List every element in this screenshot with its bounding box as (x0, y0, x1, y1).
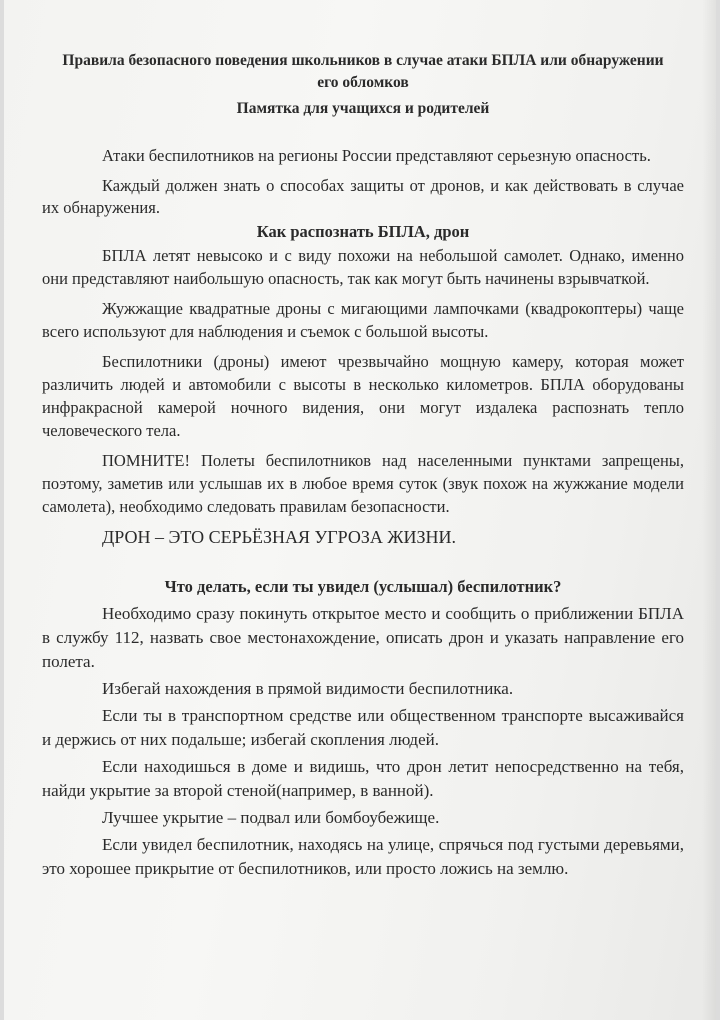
paper-sheet (4, 0, 716, 1020)
document-body (42, 50, 684, 881)
section-paragraph: БПЛА летят невысоко и с виду похожи на небольшой самолет. Однако, именно они представляют наибольшую опасность, так как могут быть начинены взрывчаткой. (42, 245, 684, 288)
section-heading: Что делать, если ты увидел (услышал) беспилотник? (164, 576, 562, 596)
intro-paragraph: Атаки беспилотников на регионы России представляют серьезную опасность. (102, 146, 651, 165)
section-paragraph: Необходимо сразу покинуть открытое место и сообщить о приближении БПЛА в службу 112, назвать свое местонахождение, описать дрон и указать направление его полета. (42, 603, 684, 671)
section-paragraph: Если увидел беспилотник, находясь на улице, спрячься под густыми деревьями, это хорошее прикрытие от беспилотников, или просто ложись на землю. (42, 834, 684, 878)
section-recognize (42, 220, 684, 550)
document-subtitle: Памятка для учащихся и родителей (236, 100, 490, 117)
section-paragraph: ПОМНИТЕ! Полеты беспилотников над населенными пунктами запрещены, поэтому, заметив или услышав их в любое время суток (звук похож на жужжание модели самолета), необходимо следовать правилам безопасности. (42, 450, 684, 516)
page-edge-shadow (702, 0, 716, 1020)
section-paragraph: Если ты в транспортном средстве или общественном транспорте высаживайся и держись от них подальше; избегай скопления людей. (42, 705, 684, 749)
intro-paragraph: Каждый должен знать о способах защиты от дронов, и как действовать в случае их обнаружения. (42, 175, 684, 217)
section-what-to-do (42, 575, 684, 881)
section-paragraph: Если находишься в доме и видишь, что дрон летит непосредственно на тебя, найди укрытие за второй стеной(например, в ванной). (42, 756, 684, 800)
section-paragraph: Жужжащие квадратные дроны с мигающими лампочками (квадрокоптеры) чаще всего используют для наблюдения и съемок с большой высоты. (42, 298, 684, 341)
section-heading: Как распознать БПЛА, дрон (256, 221, 470, 241)
section-paragraph: Лучшее укрытие – подвал или бомбоубежище. (102, 807, 440, 827)
section-paragraph: Беспилотники (дроны) имеют чрезвычайно мощную камеру, которая может различить людей и автомобили с высоты в несколько километров. БПЛА оборудованы инфракрасной камерой ночного видения, они могут издалека распознать тепло человеческого тела. (42, 351, 684, 440)
warning-line: ДРОН – ЭТО СЕРЬЁЗНАЯ УГРОЗА ЖИЗНИ. (102, 526, 457, 547)
intro-block (42, 145, 684, 220)
document-title: Правила безопасного поведения школьников в случае атаки БПЛА или обнаружении его обломков (62, 52, 664, 91)
section-paragraph: Избегай нахождения в прямой видимости беспилотника. (102, 678, 514, 698)
